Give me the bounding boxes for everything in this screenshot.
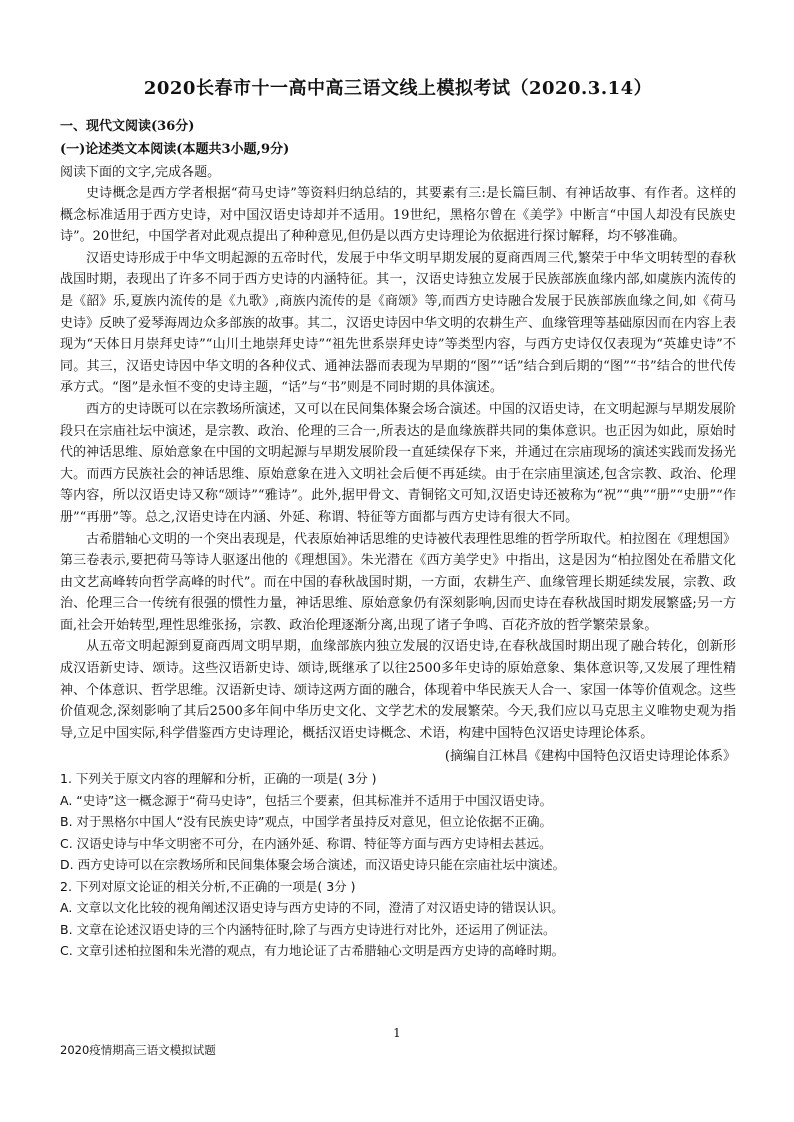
section-heading: 一、现代文阅读(36分) <box>60 119 195 134</box>
answer-option: C. 文章引述柏拉图和朱光潜的观点，有力地论证了古希腊轴心文明是西方史诗的高峰时期。 <box>60 943 565 959</box>
answer-option: B. 对于黑格尔中国人“没有民族史诗”观点，中国学者虽持反对意见，但立论依据不正确。 <box>60 814 552 830</box>
subsection-heading: (一)论述类文本阅读(本题共3小题,9分) <box>60 142 290 157</box>
exam-page <box>60 74 736 962</box>
exam-title: 2020长春市十一高中高三语文线上模拟考试（2020.3.14） <box>143 78 653 99</box>
question-stem: 2. 下列对原文论证的相关分析,不正确的一项是( 3分 ) <box>60 878 356 894</box>
answer-option: B. 文章在论述汉语史诗的三个内涵特征时,除了与西方史诗进行对比外，还运用了例证法。 <box>60 921 556 937</box>
passage-paragraph: 从五帝文明起源到夏商西周文明早期，血缘部族内独立发展的汉语史诗,在春秋战国时期出现了融合转化，创新形成汉语新史诗、颂诗。这些汉语新史诗、颂诗,既继承了以往2500多年史诗的原始意象、集体意识等,又发展了理性精神、个体意识、哲学思维。汉语新史诗、颂诗这两方面的融合，体现着中华民族天人合一、家国一体等价值观念。这些价值观念,深刻影响了其后2500多年间中华历史文化、文学艺术的发展繁荣。今天,我们应以马克思主义唯物史观为指导,立足中国实际,科学借鉴西方史诗理论，概括汉语史诗概念、术语，构建中国特色汉语史诗理论体系。 <box>60 639 737 741</box>
reading-instruction: 阅读下面的文字,完成各题。 <box>60 165 221 180</box>
passage-paragraph: 西方的史诗既可以在宗教场所演述，又可以在民间集体聚会场合演述。中国的汉语史诗，在文明起源与早期发展阶段只在宗庙社坛中演述，是宗教、政治、伦理的三合一,所表达的是血缘族群共同的集体意识。也正因为如此，原始时代的神话思维、原始意象在中国的文明起源与早期发展阶段一直延续保存下来，并通过在宗庙现场的演述实践而发扬光大。而西方民族社会的神话思维、原始意象在进入文明社会后便不再延续。由于在宗庙里演述,包含宗教、政治、伦理等内容，所以汉语史诗又称“颂诗”“雅诗”。此外,据甲骨文、青铜铭文可知,汉语史诗还被称为“祝”“典”“册”“史册”“作册”“再册”等。总之,汉语史诗在内涵、外延、称谓、特征等方面都与西方史诗有很大不同。 <box>60 401 737 525</box>
answer-option: D. 西方史诗可以在宗教场所和民间集体聚会场合演述，而汉语史诗只能在宗庙社坛中演述。 <box>60 857 566 873</box>
passage-paragraph: 汉语史诗形成于中华文明起源的五帝时代，发展于中华文明早期发展的夏商西周三代,繁荣于中华文明转型的春秋战国时期，表现出了许多不同于西方史诗的内涵特征。其一，汉语史诗独立发展于民族部族血缘内部,如虞族内流传的是《韶》乐,夏族内流传的是《九歌》,商族内流传的是《商颂》等,而西方史诗融合发展于民族部族血缘之间,如《荷马史诗》反映了爱琴海周边众多部族的故事。其二，汉语史诗因中华文明的农耕生产、血缘管理等基础原因而在内容上表现为“天体日月崇拜史诗”“山川土地崇拜史诗”“祖先世系崇拜史诗”等类型内容，与西方史诗仅仅表现为“英雄史诗”不同。其三，汉语史诗因中华文明的各种仪式、通神法器而表现为早期的“图”“话”结合到后期的“图”“书”结合的世代传承方式。“图”是永恒不变的史诗主题，“话”与“书”则是不同时期的具体演述。 <box>60 250 737 396</box>
passage-paragraph: 古希腊轴心文明的一个突出表现是，代表原始神话思维的史诗被代表理性思维的哲学所取代。柏拉图在《理想国》第三卷表示,要把荷马等诗人驱逐出他的《理想国》。朱光潜在《西方美学史》中指出，这是因为“柏拉图处在希腊文化由文艺高峰转向哲学高峰的时代”。而在中国的春秋战国时期，一方面，农耕生产、血缘管理长期延续发展，宗教、政治、伦理三合一传统有很强的惯性力量，神话思维、原始意象仍有深刻影响,因而史诗在春秋战国时期发展繁盛;另一方面,社会开始转型,理性思维张扬，宗教、政治伦理逐渐分离,出现了诸子争鸣、百花齐放的哲学繁荣景象。 <box>60 531 737 633</box>
answer-option: A. “史诗”这一概念源于“荷马史诗”，包括三个要素，但其标准并不适用于中国汉语史诗。 <box>60 792 553 808</box>
question-stem: 1. 下列关于原文内容的理解和分析，正确的一项是( 3分 ) <box>60 771 377 787</box>
page-footer: 2020疫情期高三语文模拟试题 <box>60 1043 216 1057</box>
answer-option: A. 文章以文化比较的视角阐述汉语史诗与西方史诗的不同，澄清了对汉语史诗的错误认识。 <box>60 900 564 916</box>
answer-option: C. 汉语史诗与中华文明密不可分，在内涵外延、称谓、特征等方面与西方史诗相去甚远。 <box>60 835 552 851</box>
passage-paragraph: 史诗概念是西方学者根据“荷马史诗”等资料归纳总结的，其要素有三:是长篇巨制、有神话故事、有作者。这样的概念标准适用于西方史诗，对中国汉语史诗却并不适用。19世纪，黑格尔曾在《美学》中断言“中国人却没有民族史诗”。20世纪，中国学者对此观点提出了种种意见,但仍是以西方史诗理论为依据进行探讨解释，均不够准确。 <box>60 186 736 245</box>
page-number: 1 <box>393 1026 401 1040</box>
passage-source: (摘编自江林昌《建构中国特色汉语史诗理论体系》 <box>444 749 736 765</box>
